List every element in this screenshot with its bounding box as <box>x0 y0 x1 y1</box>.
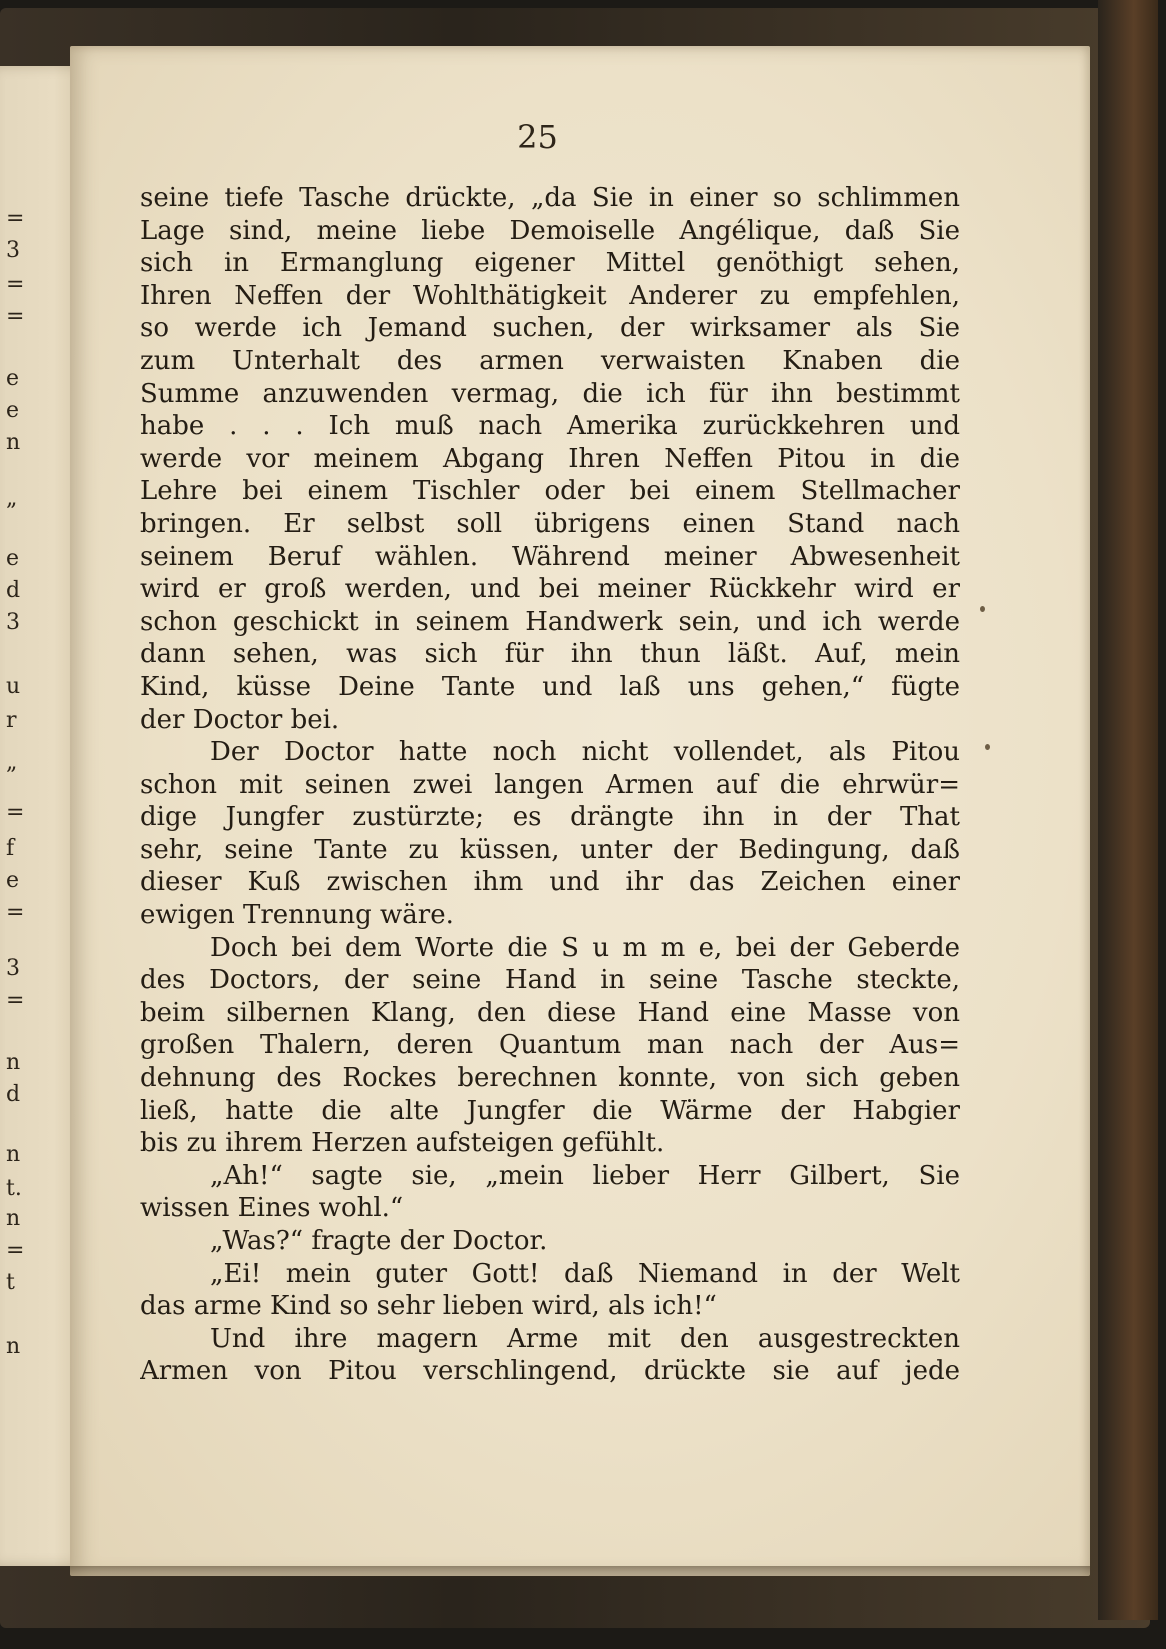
left-page-char: = <box>6 900 25 925</box>
left-page-char: e <box>6 366 20 391</box>
text-line: großen Thalern, deren Quantum man nach der Aus= <box>140 1030 960 1061</box>
text-line: dieser Kuß zwischen ihm und ihr das Zeichen einer <box>140 867 960 898</box>
text-line: werde vor meinem Abgang Ihren Neffen Pitou in die <box>140 443 960 474</box>
text-line: schon geschickt in seinem Handwerk sein, und ich werde <box>140 606 960 637</box>
text-line: ließ, hatte die alte Jungfer die Wärme der Habgier <box>140 1095 960 1126</box>
left-page-char: d <box>6 1082 21 1107</box>
page-bottom-shadow <box>70 1566 1090 1580</box>
text-line: „Was?“ fragte der Doctor. <box>210 1226 548 1256</box>
left-page-char: n <box>6 1142 21 1167</box>
left-page-char: = <box>6 206 25 231</box>
text-line: Und ihre magern Arme mit den ausgestreckten <box>210 1323 960 1354</box>
text-line: der Doctor bei. <box>140 704 340 735</box>
text-line: seinem Beruf wählen. Während meiner Abwesenheit <box>140 541 960 572</box>
text-line: „Ei! mein guter Gott! daß Niemand in der Welt <box>210 1258 960 1289</box>
text-line: seine tiefe Tasche drückte, „da Sie in einer so schlimmen <box>140 183 960 213</box>
text-line: des Doctors, der seine Hand in seine Tasche steckte, <box>140 965 960 996</box>
text-line: das arme Kind so sehr lieben wird, als ich!“ <box>140 1291 717 1322</box>
left-page-char: 3 <box>6 610 20 635</box>
text-line: Doch bei dem Worte die S u m m e, bei der Geberde <box>210 932 960 963</box>
left-page-char: u <box>6 674 21 699</box>
text-line: Summe anzuwenden vermag, die ich für ihn bestimmt <box>140 378 960 409</box>
text-line: bringen. Er selbst soll übrigens einen Stand nach <box>140 508 960 539</box>
text-line: sehr, seine Tante zu küssen, unter der Bedingung, daß <box>140 834 960 865</box>
left-page-char: 3 <box>6 238 20 263</box>
left-page-char: n <box>6 430 21 455</box>
left-page-char: 3 <box>6 956 20 981</box>
book-cover-edge <box>1098 0 1158 1620</box>
left-page-char: = <box>6 272 25 297</box>
left-page-char: e <box>6 546 20 571</box>
left-page-char: t <box>6 1270 15 1295</box>
text-line: Armen von Pitou verschlingend, drückte sie auf jede <box>140 1356 960 1387</box>
text-line: bis zu ihrem Herzen aufsteigen gefühlt. <box>140 1128 665 1159</box>
left-page-char: e <box>6 398 20 423</box>
left-page-char: d <box>6 578 21 603</box>
text-line: Kind, küsse Deine Tante und laß uns gehen,“ fügte <box>140 671 960 702</box>
left-page-char: n <box>6 1050 21 1075</box>
text-line: Der Doctor hatte noch nicht vollendet, als Pitou <box>210 737 960 768</box>
text-line: so werde ich Jemand suchen, der wirksamer als Sie <box>140 313 960 344</box>
left-page-char: = <box>6 988 25 1013</box>
left-page-char: „ <box>6 486 18 511</box>
left-page-char: t. <box>6 1176 22 1201</box>
left-page-char: n <box>6 1334 21 1359</box>
text-line: ewigen Trennung wäre. <box>140 900 454 931</box>
text-line: dige Jungfer zustürzte; es drängte ihn in der That <box>140 802 960 833</box>
text-line: „Ah!“ sagte sie, „mein lieber Herr Gilbert, Sie <box>210 1160 960 1191</box>
page-text <box>140 182 960 1388</box>
text-line: dehnung des Rockes berechnen konnte, von sich geben <box>140 1063 960 1094</box>
left-page-char: e <box>6 868 20 893</box>
left-page-char: = <box>6 304 25 329</box>
book-page <box>70 46 1090 1576</box>
text-line: habe . . . Ich muß nach Amerika zurückkehren und <box>140 411 960 442</box>
paper-speck <box>985 744 990 750</box>
text-line: dann sehen, was sich für ihn thun läßt. Auf, mein <box>140 639 960 670</box>
text-line: Ihren Neffen der Wohlthätigkeit Anderer zu empfehlen, <box>140 280 960 311</box>
left-page-char: = <box>6 800 25 825</box>
left-page-char: „ <box>6 750 18 775</box>
paper-speck <box>980 606 985 612</box>
text-line: Lehre bei einem Tischler oder bei einem Stellmacher <box>140 476 960 507</box>
left-page-char: r <box>6 708 17 733</box>
text-line: zum Unterhalt des armen verwaisten Knaben die <box>140 345 960 376</box>
text-line: Lage sind, meine liebe Demoiselle Angélique, daß Sie <box>140 215 960 246</box>
text-line: schon mit seinen zwei langen Armen auf die ehrwür= <box>140 769 960 800</box>
left-page-char: = <box>6 1238 25 1263</box>
text-line: wissen Eines wohl.“ <box>140 1193 404 1224</box>
left-page-char: f <box>6 836 15 861</box>
text-line: sich in Ermanglung eigener Mittel genöthigt sehen, <box>140 248 960 279</box>
left-page-char: n <box>6 1206 21 1231</box>
page-number: 25 <box>517 118 558 156</box>
text-line: wird er groß werden, und bei meiner Rückkehr wird er <box>140 574 960 605</box>
text-line: beim silbernen Klang, den diese Hand eine Masse von <box>140 997 960 1028</box>
